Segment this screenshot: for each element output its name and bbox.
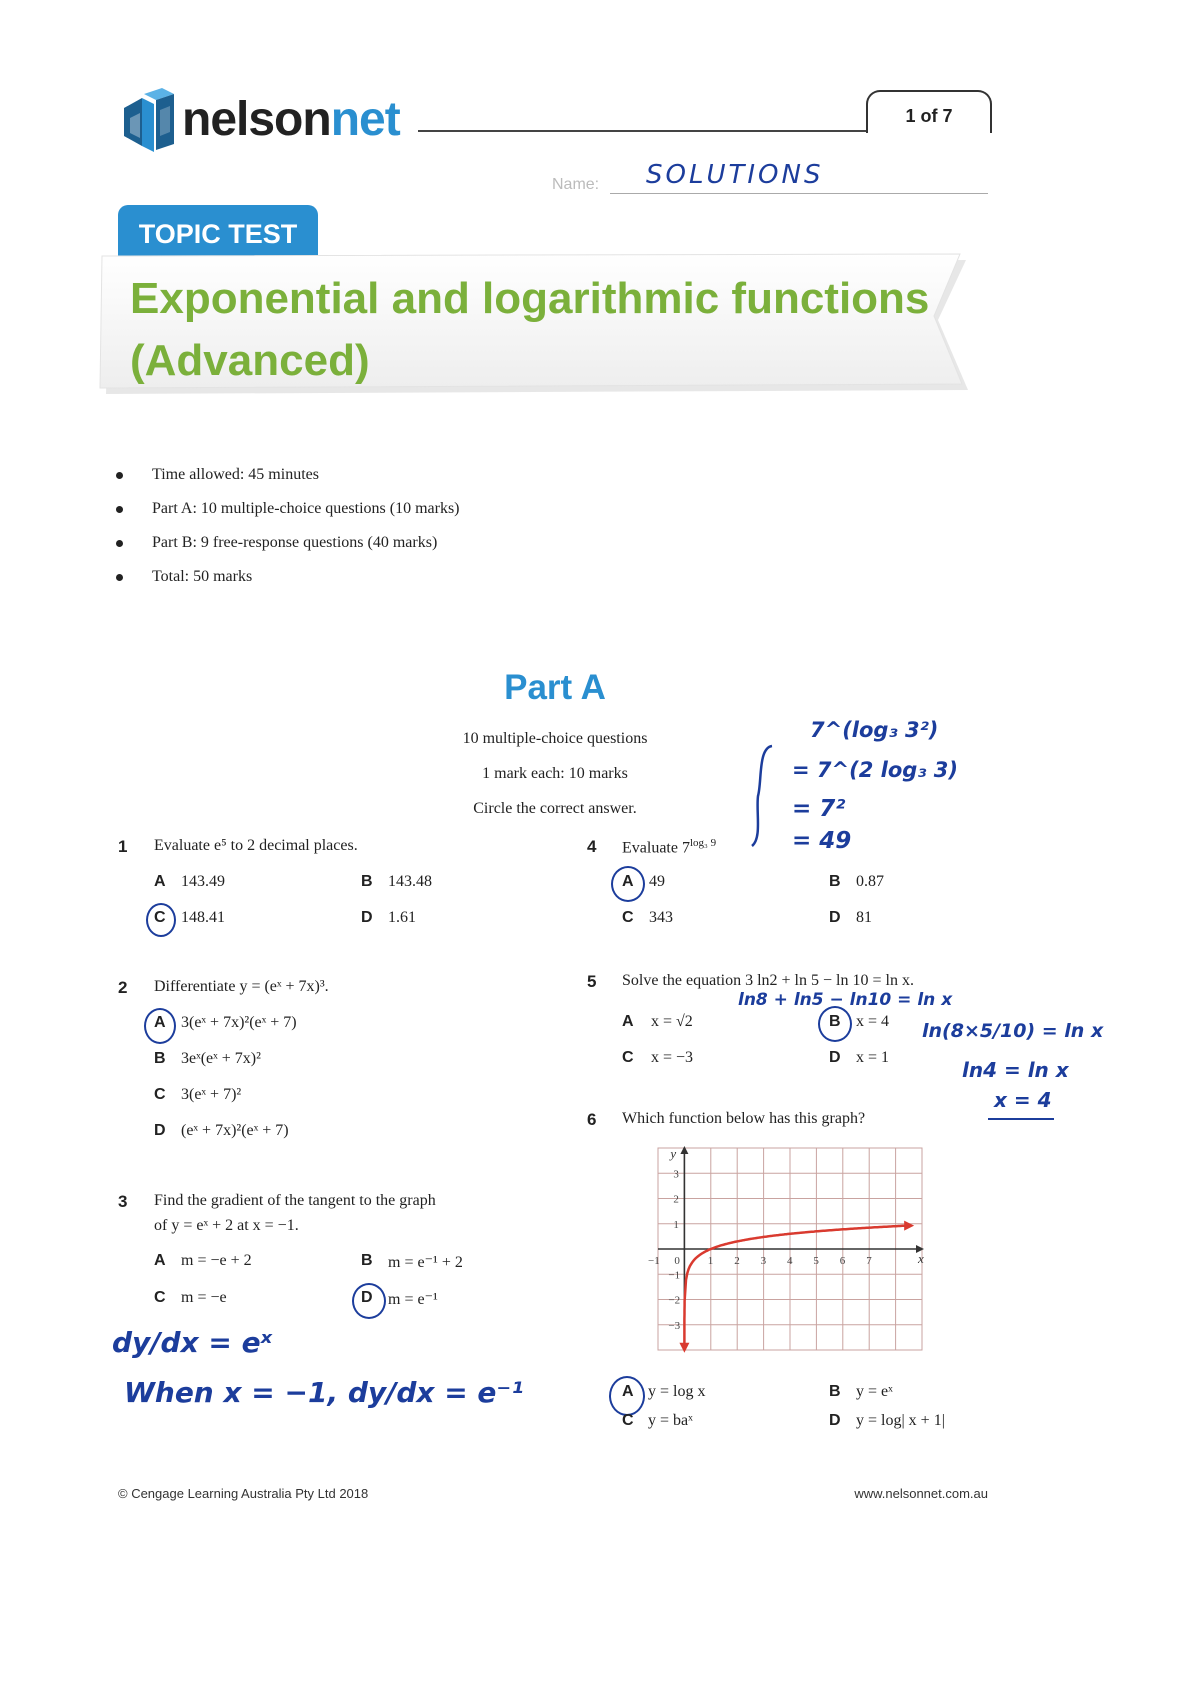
question-text: Which function below has this graph? [622,1110,866,1127]
option-text[interactable]: m = e⁻¹ [388,1291,438,1308]
part-a-title: Part A [504,668,606,707]
option-letter-c: C [622,909,634,926]
name-label: Name: [552,176,600,193]
log-function-graph [650,1140,930,1358]
handwritten-derivative: dy/dx = eˣ [112,1326,273,1359]
x-tick-label: −1 [648,1255,660,1267]
option-letter-d: D [829,1049,841,1066]
question-text: Evaluate $7^{log_3 9}$ [622,837,717,857]
option-letter-a: A [154,873,166,890]
page-indicator: 1 of 7 [905,106,953,126]
option-text[interactable]: y = eˣ [856,1383,893,1400]
option-text[interactable]: 148.41 [181,909,225,926]
option-text[interactable]: 0.87 [856,873,884,890]
option-text[interactable]: m = −e + 2 [181,1252,252,1269]
question-number: 5 [587,972,597,991]
handwritten-step: ln8 + ln5 − ln10 = ln x [738,990,953,1010]
question-number: 2 [118,978,128,997]
question-number: 6 [587,1110,597,1129]
footer-url[interactable]: www.nelsonnet.com.au [854,1486,988,1501]
test-info-list [114,458,714,594]
bullet-icon [116,472,123,479]
logo-text-net: net [330,93,400,146]
info-item: Part A: 10 multiple-choice questions (10 marks) [114,492,714,526]
question-text-line-2: of y = eˣ + 2 at x = −1. [154,1217,299,1234]
question-number: 4 [587,837,597,856]
page-title [130,268,930,392]
handwritten-step: = 49 [792,828,852,854]
bullet-icon [116,574,123,581]
y-axis-label: y [670,1146,677,1161]
question-number: 3 [118,1192,128,1211]
option-text[interactable]: 3(eˣ + 7x)²(eˣ + 7) [181,1014,297,1031]
option-letter-a: A [622,1013,634,1030]
handwritten-underline [988,1118,1054,1120]
option-letter-a: A [154,1014,166,1031]
option-letter-d: D [361,909,373,926]
handwritten-evaluation: When x = −1, dy/dx = e⁻¹ [124,1376,524,1409]
info-item: Total: 50 marks [114,560,714,594]
name-value: SOLUTIONS [646,160,824,190]
question-number: 1 [118,837,128,856]
option-text[interactable]: 3eˣ(eˣ + 7x)² [181,1050,261,1067]
option-text[interactable]: m = e⁻¹ + 2 [388,1254,463,1271]
option-text[interactable]: 143.48 [388,873,432,890]
x-tick-label: 1 [707,1255,714,1267]
copyright: © Cengage Learning Australia Pty Ltd 2018 [118,1486,369,1501]
option-letter-b: B [361,873,373,890]
part-a-marks: 1 mark each: 10 marks [482,765,628,782]
x-tick-label: 5 [813,1255,819,1267]
option-text[interactable]: y = baˣ [648,1412,693,1429]
option-text[interactable]: 343 [649,909,673,926]
handwritten-step: ln(8×5/10) = ln x [922,1020,1104,1042]
logo-text-nelson: nelson [182,93,331,146]
question-text-line-1: Find the gradient of the tangent to the graph [154,1192,436,1209]
info-item: Part B: 9 free-response questions (40 marks) [114,526,714,560]
y-tick-label: −1 [668,1269,681,1282]
name-underline [610,193,988,194]
handwritten-step: = 7^(2 log₃ 3) [792,758,959,782]
info-item: Time allowed: 45 minutes [114,458,714,492]
option-text[interactable]: x = 1 [856,1049,890,1066]
bullet-icon [116,506,123,513]
option-text[interactable]: 49 [649,873,665,890]
handwritten-brace [748,742,778,852]
option-letter-d: D [829,1412,841,1429]
title-line-2: (Advanced) [130,336,370,385]
option-letter-b: B [829,873,841,890]
bullet-icon [116,540,123,547]
cube-logo-icon [120,88,180,156]
option-letter-b: B [829,1013,841,1030]
question-text: Differentiate y = (eˣ + 7x)³. [154,978,329,995]
page-indicator-tab [866,90,992,133]
y-tick-label: −3 [668,1319,681,1332]
option-letter-d: D [361,1289,373,1306]
option-letter-b: B [829,1383,841,1400]
title-line-1: Exponential and logarithmic functions [130,274,930,323]
option-letter-a: A [622,1383,634,1400]
option-text[interactable]: x = −3 [651,1049,694,1066]
handwritten-step: = 7² [792,796,846,822]
option-text[interactable]: y = log| x + 1| [856,1412,945,1429]
part-a-subtitle: 10 multiple-choice questions [462,730,648,747]
y-tick-label: 3 [673,1168,679,1181]
y-tick-label: −2 [668,1294,681,1307]
option-text[interactable]: (eˣ + 7x)²(eˣ + 7) [181,1122,289,1139]
option-letter-d: D [829,909,841,926]
option-letter-a: A [622,873,634,890]
x-tick-label: 6 [839,1255,846,1267]
handwritten-step: x = 4 [994,1088,1052,1112]
handwritten-step: ln4 = ln x [962,1058,1069,1082]
option-letter-c: C [154,1289,166,1306]
option-letter-c: C [154,1086,166,1103]
x-tick-label: 7 [866,1255,872,1267]
origin-label: 0 [674,1255,680,1267]
topic-test-label: TOPIC TEST [118,205,318,263]
option-letter-c: C [622,1412,634,1429]
option-text[interactable]: y = log x [648,1383,706,1400]
y-tick-label: 2 [673,1193,679,1206]
option-text[interactable]: 143.49 [181,873,225,890]
x-tick-label: 2 [734,1255,740,1267]
x-axis-label: x [918,1251,924,1266]
option-letter-a: A [154,1252,166,1269]
option-letter-c: C [622,1049,634,1066]
option-text[interactable]: 1.61 [388,909,416,926]
option-text[interactable]: 3(eˣ + 7)² [181,1086,242,1103]
nelsonnet-logo [120,88,420,158]
option-letter-b: B [154,1050,166,1067]
exponent: log₃ 9 [689,837,717,849]
option-text[interactable]: x = 4 [856,1013,890,1030]
x-tick-label: 4 [787,1255,793,1267]
option-text[interactable]: m = −e [181,1289,227,1306]
option-letter-c: C [154,909,166,926]
part-a-instruction: Circle the correct answer. [473,800,637,817]
option-text[interactable]: 81 [856,909,872,926]
handwritten-step: 7^(log₃ 3²) [810,718,939,742]
option-text[interactable]: x = √2 [651,1013,693,1030]
question-text: Solve the equation 3 ln2 + ln 5 − ln 10 = ln x. [622,972,914,989]
option-letter-d: D [154,1122,166,1139]
x-tick-label: 3 [760,1255,767,1267]
question-text: Evaluate e⁵ to 2 decimal places. [154,837,358,854]
option-letter-b: B [361,1252,373,1269]
y-tick-label: 1 [673,1218,679,1231]
